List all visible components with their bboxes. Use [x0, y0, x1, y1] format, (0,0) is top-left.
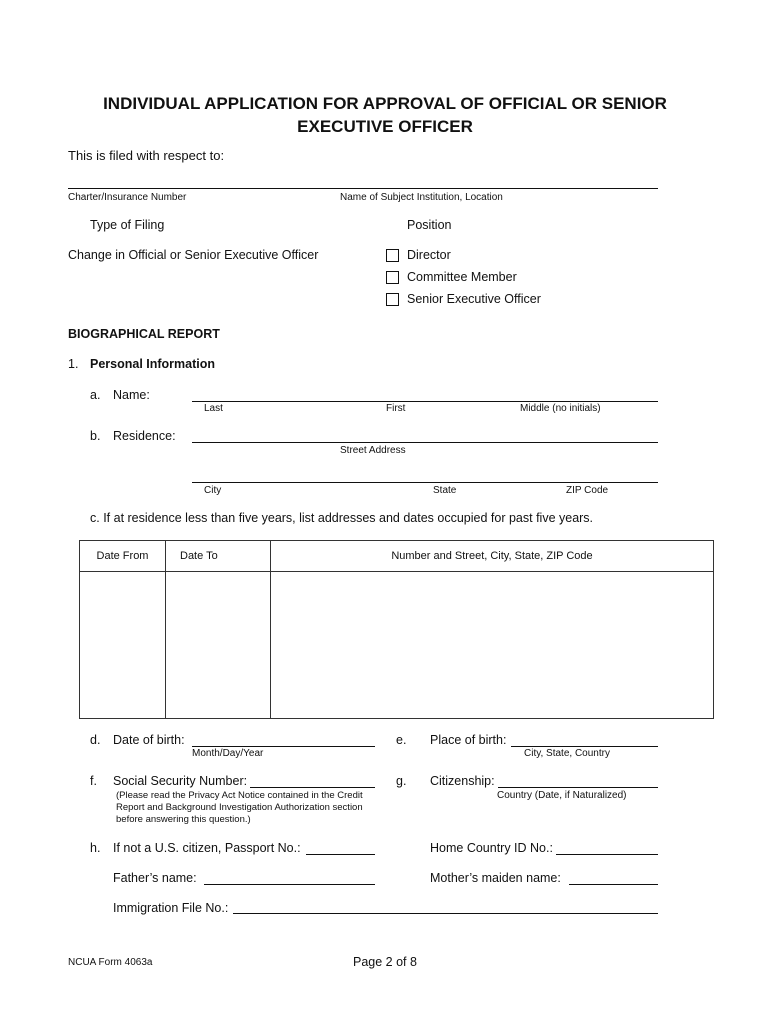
ssn-note-line-2: Report and Background Investigation Authorization section: [116, 802, 363, 813]
page-number: Page 2 of 8: [353, 955, 417, 969]
mother-maiden-name-field[interactable]: [569, 884, 658, 885]
prior-address-instruction: c. If at residence less than five years, list addresses and dates occupied for past five years.: [90, 511, 594, 525]
residence-label: Residence:: [113, 429, 176, 443]
residence-sub-street: Street Address: [340, 445, 406, 456]
biographical-report-heading: BIOGRAPHICAL REPORT: [68, 327, 220, 341]
form-title-line-2: EXECUTIVE OFFICER: [297, 117, 473, 136]
ssn-letter: f.: [90, 774, 97, 788]
ssn-note-line-1: (Please read the Privacy Act Notice contained in the Credit: [116, 790, 363, 801]
institution-label: Name of Subject Institution, Location: [340, 192, 503, 203]
immigration-file-label: Immigration File No.:: [113, 901, 229, 915]
name-sub-first: First: [386, 403, 406, 414]
name-sub-middle: Middle (no initials): [520, 403, 601, 414]
citizenship-letter: g.: [396, 774, 407, 788]
home-country-id-label: Home Country ID No.:: [430, 841, 553, 855]
ssn-note-line-3: before answering this question.): [116, 814, 251, 825]
citizenship-field[interactable]: [498, 787, 658, 788]
date-to-header: Date To: [166, 541, 271, 572]
senior-executive-officer-label: Senior Executive Officer: [407, 292, 541, 306]
pob-letter: e.: [396, 733, 407, 747]
pob-field[interactable]: [511, 746, 658, 747]
form-id: NCUA Form 4063a: [68, 957, 153, 968]
residence-letter: b.: [90, 429, 101, 443]
director-checkbox[interactable]: [386, 249, 399, 262]
table-row: [80, 572, 714, 719]
form-title-line-1: INDIVIDUAL APPLICATION FOR APPROVAL OF OFFICIAL OR SENIOR: [103, 94, 667, 113]
address-header: Number and Street, City, State, ZIP Code: [271, 541, 714, 572]
name-label: Name:: [113, 388, 150, 402]
senior-executive-officer-checkbox[interactable]: [386, 293, 399, 306]
dob-label: Date of birth:: [113, 733, 185, 747]
date-from-cell: [80, 572, 166, 719]
type-of-filing-heading: Type of Filing: [90, 218, 165, 232]
citizenship-label: Citizenship:: [430, 774, 495, 788]
father-name-label: Father’s name:: [113, 871, 197, 885]
committee-member-checkbox[interactable]: [386, 271, 399, 284]
type-of-filing-value: Change in Official or Senior Executive Officer: [68, 248, 319, 262]
personal-information-heading: Personal Information: [90, 357, 216, 371]
dob-sub: Month/Day/Year: [192, 748, 264, 759]
residence-sub-state: State: [433, 485, 457, 496]
name-sub-last: Last: [204, 403, 223, 414]
ssn-field[interactable]: [250, 787, 375, 788]
director-label: Director: [407, 248, 451, 262]
pob-sub: City, State, Country: [524, 748, 610, 759]
section-number: 1.: [68, 357, 79, 371]
date-to-cell: [166, 572, 271, 719]
name-field[interactable]: [192, 401, 658, 402]
pob-label: Place of birth:: [430, 733, 507, 747]
prior-address-table: [79, 540, 714, 719]
date-from-input[interactable]: [80, 572, 165, 718]
dob-letter: d.: [90, 733, 101, 747]
address-input[interactable]: [271, 572, 713, 718]
ssn-label: Social Security Number:: [113, 774, 248, 788]
home-country-id-field[interactable]: [556, 854, 658, 855]
mother-maiden-name-label: Mother’s maiden name:: [430, 871, 561, 885]
city-state-zip-field[interactable]: [192, 482, 658, 483]
father-name-field[interactable]: [204, 884, 375, 885]
address-cell: [271, 572, 714, 719]
residence-sub-city: City: [204, 485, 222, 496]
street-address-field[interactable]: [192, 442, 658, 443]
charter-label: Charter/Insurance Number: [68, 192, 187, 203]
name-letter: a.: [90, 388, 101, 402]
dob-field[interactable]: [192, 746, 375, 747]
filed-intro: This is filed with respect to:: [68, 148, 225, 163]
date-to-input[interactable]: [166, 572, 270, 718]
passport-label: If not a U.S. citizen, Passport No.:: [113, 841, 301, 855]
residence-sub-zip: ZIP Code: [566, 485, 609, 496]
citizenship-sub: Country (Date, if Naturalized): [497, 790, 627, 801]
charter-institution-line[interactable]: [68, 188, 658, 189]
date-from-header: Date From: [80, 541, 166, 572]
passport-field[interactable]: [306, 854, 375, 855]
foreign-letter: h.: [90, 841, 101, 855]
position-heading: Position: [407, 218, 452, 232]
committee-member-label: Committee Member: [407, 270, 517, 284]
immigration-file-field[interactable]: [233, 913, 658, 914]
